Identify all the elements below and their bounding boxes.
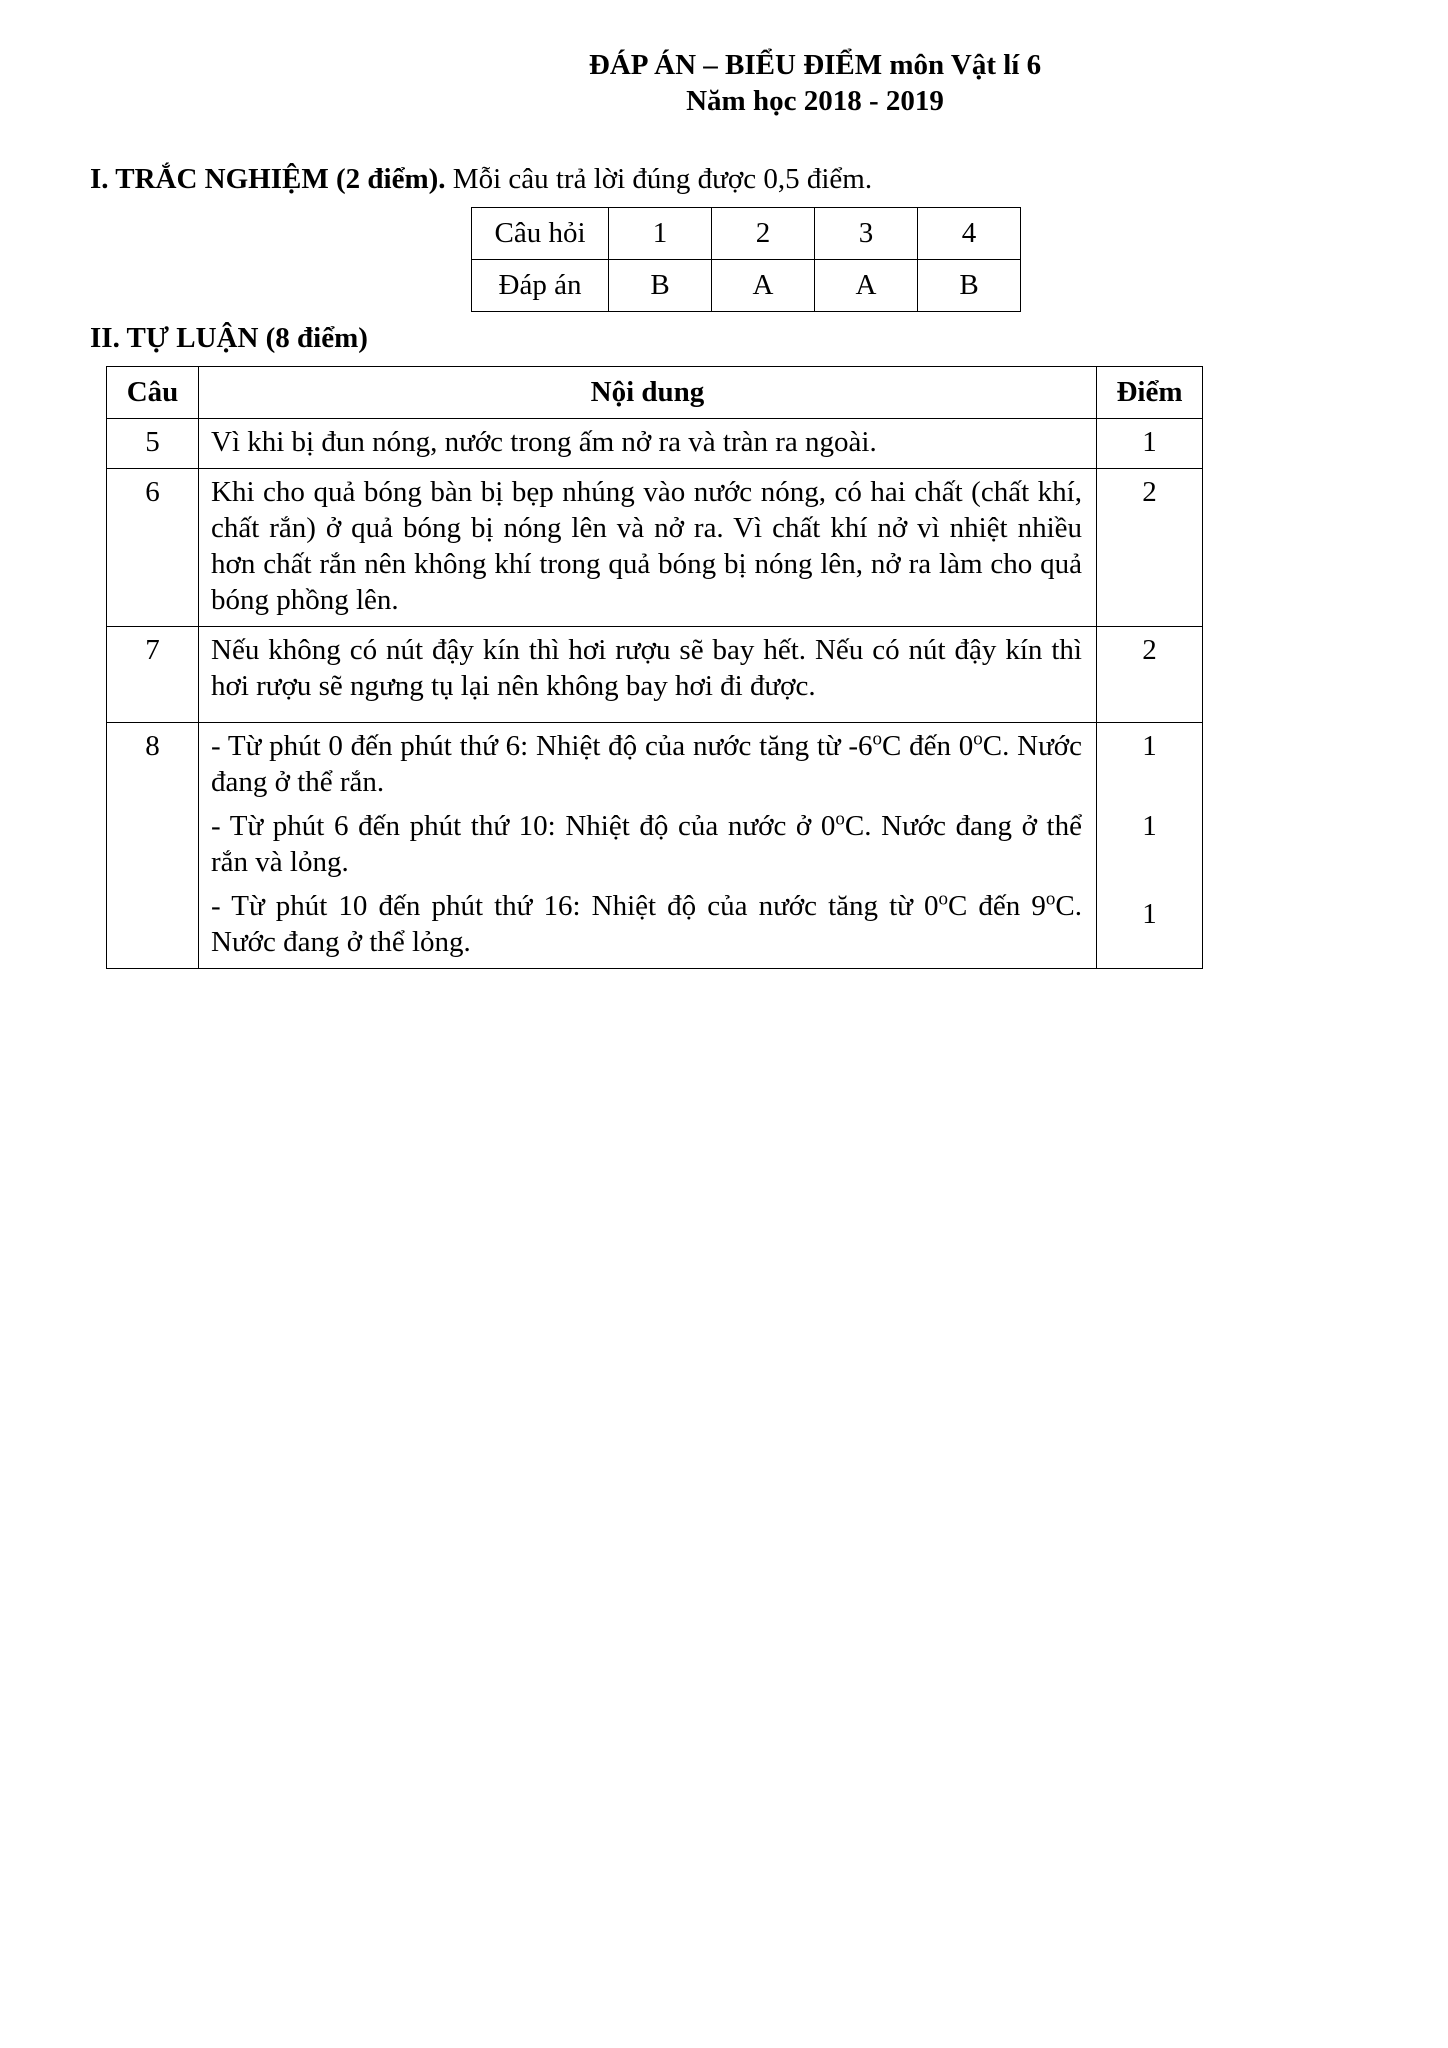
mc-answer-3: A	[815, 260, 918, 312]
points	[1097, 723, 1203, 969]
mc-answer-label: Đáp án	[472, 260, 609, 312]
essay-table	[106, 366, 1203, 969]
points-part2: 1	[1142, 810, 1157, 842]
row8-part2: - Từ phút 6 đến phút thứ 10: Nhiệt độ của nước ở 0$^o$C. Nước đang ở thể rắn và lỏng.	[211, 808, 1082, 878]
question-number: 6	[107, 469, 199, 627]
row8-part3: - Từ phút 10 đến phút thứ 16: Nhiệt độ của nước tăng từ 0$^o$C đến 9$^o$C. Nước đang ở thể lỏng.	[211, 888, 1082, 958]
mc-question-3: 3	[815, 208, 918, 260]
mc-question-4: 4	[918, 208, 1021, 260]
row8-part1: - Từ phút 0 đến phút thứ 6: Nhiệt độ của nước tăng từ -6$^o$C đến 0$^o$C. Nước đang ở thể rắn.	[211, 728, 1083, 798]
points-part3: 1	[1142, 898, 1157, 930]
multiple-choice-table	[471, 207, 1021, 312]
mc-answer-2: A	[712, 260, 815, 312]
mc-question-label: Câu hỏi	[472, 208, 609, 260]
col-points-header: Điểm	[1097, 367, 1203, 419]
points-part1: 1	[1142, 730, 1157, 762]
points: 1	[1097, 419, 1203, 469]
points: 2	[1097, 469, 1203, 627]
table-row	[107, 419, 1203, 469]
answer-content: Khi cho quả bóng bàn bị bẹp nhúng vào nước nóng, có hai chất (chất khí, chất rắn) ở quả bóng bị nóng lên và nở ra. Vì chất khí nở vì nhiệt nhiều hơn chất rắn nên không khí trong quả bóng bị nóng lên, nở ra làm cho quả bóng phồng lên.	[199, 469, 1097, 627]
doc-title: ĐÁP ÁN – BIỂU ĐIỂM môn Vật lí 6	[588, 49, 1042, 81]
mc-question-row	[472, 208, 1021, 260]
mc-question-2: 2	[712, 208, 815, 260]
part1-heading: I. TRẮC NGHIỆM (2 điểm).	[90, 163, 446, 195]
essay-header-row	[107, 367, 1203, 419]
col-question-header: Câu	[107, 367, 199, 419]
mc-answer-row	[472, 260, 1021, 312]
part1-note: Mỗi câu trả lời đúng được 0,5 điểm.	[445, 163, 873, 195]
answer-content: Vì khi bị đun nóng, nước trong ấm nở ra và tràn ra ngoài.	[199, 419, 1097, 469]
question-number: 8	[107, 723, 199, 969]
mc-answer-1: B	[609, 260, 712, 312]
col-content-header: Nội dung	[199, 367, 1097, 419]
question-number: 7	[107, 627, 199, 723]
table-row	[107, 469, 1203, 627]
mc-answer-4: B	[918, 260, 1021, 312]
table-row	[107, 723, 1203, 969]
points: 2	[1097, 627, 1203, 723]
answer-content	[199, 723, 1097, 969]
table-row	[107, 627, 1203, 723]
school-year: Năm học 2018 - 2019	[686, 85, 944, 117]
part1-heading-line	[90, 161, 872, 197]
part2-heading: II. TỰ LUẬN (8 điểm)	[90, 322, 368, 354]
mc-question-1: 1	[609, 208, 712, 260]
answer-content: Nếu không có nút đậy kín thì hơi rượu sẽ bay hết. Nếu có nút đậy kín thì hơi rượu sẽ ngưng tụ lại nên không bay hơi đi được.	[199, 627, 1097, 723]
question-number: 5	[107, 419, 199, 469]
